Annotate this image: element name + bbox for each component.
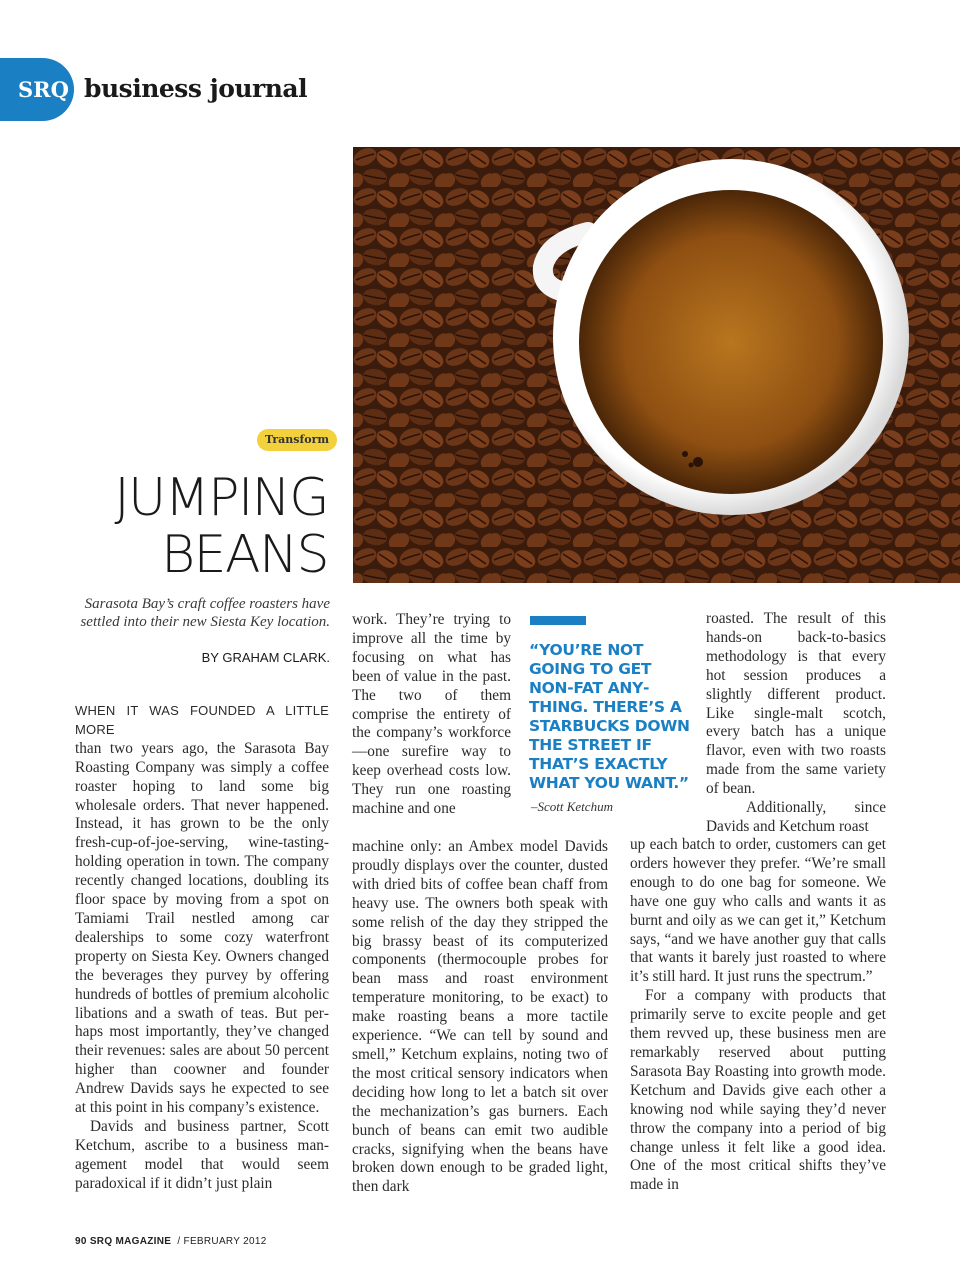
article-column-3-top bbox=[706, 610, 886, 837]
paragraph-text: than two years ago, the Sarasota Bay Roasting Company was simply a coffee roaster hoping to land some big wholesale orders. That never happened. Instead, it has grown to be the only fresh-cup-of-joe-serving, wine-tasting-holding operation in town. The company recently changed locations, doubling its floor space by moving from a spot on Tamiami Trail nestled among car dealerships to some cozy waterfront property on Siesta Key. Owners changed the beverages they purvey by offering hundreds of bottles of premium alcoholic libations and a swath of teas. But perhaps most importantly, they’ve changed their revenues: sales are about 50 percent higher than coowner and founder Andrew Davids says he expected to see at this point in his company’s existence. bbox=[75, 739, 329, 1117]
article-deck: Sarasota Bay’s craft coffee roasters have settled into their new Siesta Key location. bbox=[80, 596, 330, 630]
coffee-photo bbox=[353, 147, 960, 583]
magazine-name: SRQ MAGAZINE bbox=[89, 1236, 172, 1247]
pullquote-bar bbox=[530, 616, 586, 625]
paragraph: up each batch to order, customers can get orders however they prefer. “We’re small enough to do one bag for someone. We have one guy who calls and wants it as burnt and oily as we can get it,” Ketchum says, “and we have another guy that calls that wants it barely just roasted to where it’s still hard. It just runs the spectrum.” bbox=[630, 836, 886, 986]
paragraph: work. They’re trying to improve all the time by focusing on what has been of value in the past. The two of them comprise the entirety of the company’s workforce—one surefire way to keep overhead costs low. They run one roasting machine and one bbox=[352, 611, 511, 818]
paragraph bbox=[75, 702, 329, 1118]
article-column-3-bottom bbox=[630, 836, 886, 1195]
pullquote: “YOU’RE NOT GOING TO GET NON-FAT ANYTHING. THERE’S A STARBUCKS DOWN THE STREET IF THAT’S EXACTLY WHAT YOU WANT.” bbox=[529, 641, 690, 792]
paragraph: roasted. The result of this hands-on back-to-basics methodology is that every hot session produces a slightly different product. Like single-malt scotch, every batch has a unique flavor, even with two roasts made from the same variety of bean. bbox=[706, 610, 886, 798]
issue-date: / FEBRUARY 2012 bbox=[177, 1236, 267, 1247]
article-title bbox=[40, 470, 328, 584]
article-column-2-top bbox=[352, 611, 511, 819]
paragraph: Additionally, since Davids and Ketchum roast bbox=[706, 799, 886, 835]
paragraph: machine only: an Ambex model Davids proudly displays over the counter, dusted with dried bits of coffee bean chaff from heavy use. The owners both speak with some relish of the day they stripped the big brassy beast of its computerized components (thermocouple probes for bean mass and roast environment temperature monitoring, to be exact) to make roasting beans a more tactile experience. “We can tell by sound and smell,” Ketchum explains, noting two of the most critical sensory indicators when deciding how long to let a batch sit over the mechanization’s gas burners. Each bunch of beans can emit two audible cracks, signifying when the beans have broken down enough to be graded light, then dark bbox=[352, 838, 608, 1196]
srq-logo: SRQ bbox=[0, 58, 74, 121]
article-column-2-bottom bbox=[352, 838, 608, 1197]
lead-in: WHEN IT WAS FOUNDED A LITTLE MORE bbox=[75, 703, 329, 737]
coffee-cup-photo-icon bbox=[353, 147, 960, 583]
pullquote-attribution: –Scott Ketchum bbox=[531, 799, 613, 814]
page-number: 90 bbox=[75, 1236, 87, 1247]
section-tag: Transform bbox=[257, 429, 337, 451]
byline: BY GRAHAM CLARK. bbox=[201, 650, 330, 665]
title-line-1: JUMPING bbox=[114, 468, 328, 528]
title-line-2: BEANS bbox=[161, 525, 328, 585]
paragraph: For a company with products that primarily serve to excite people and get them revved up, these business men are remarkably reserved about putting Sarasota Bay Roasting into growth mode. Ketchum and Davids give each other a knowing nod while saying they’d never throw the company into a period of big change unless it felt like a good idea. One of the most critical shifts they’ve made in bbox=[630, 987, 886, 1194]
folio bbox=[75, 1236, 267, 1247]
section-name: business journal bbox=[84, 74, 308, 103]
article-column-1 bbox=[75, 702, 329, 1194]
paragraph: Davids and business partner, Scott Ketchum, ascribe to a business management model that would seem paradoxical if it didn’t just plain bbox=[75, 1117, 329, 1192]
